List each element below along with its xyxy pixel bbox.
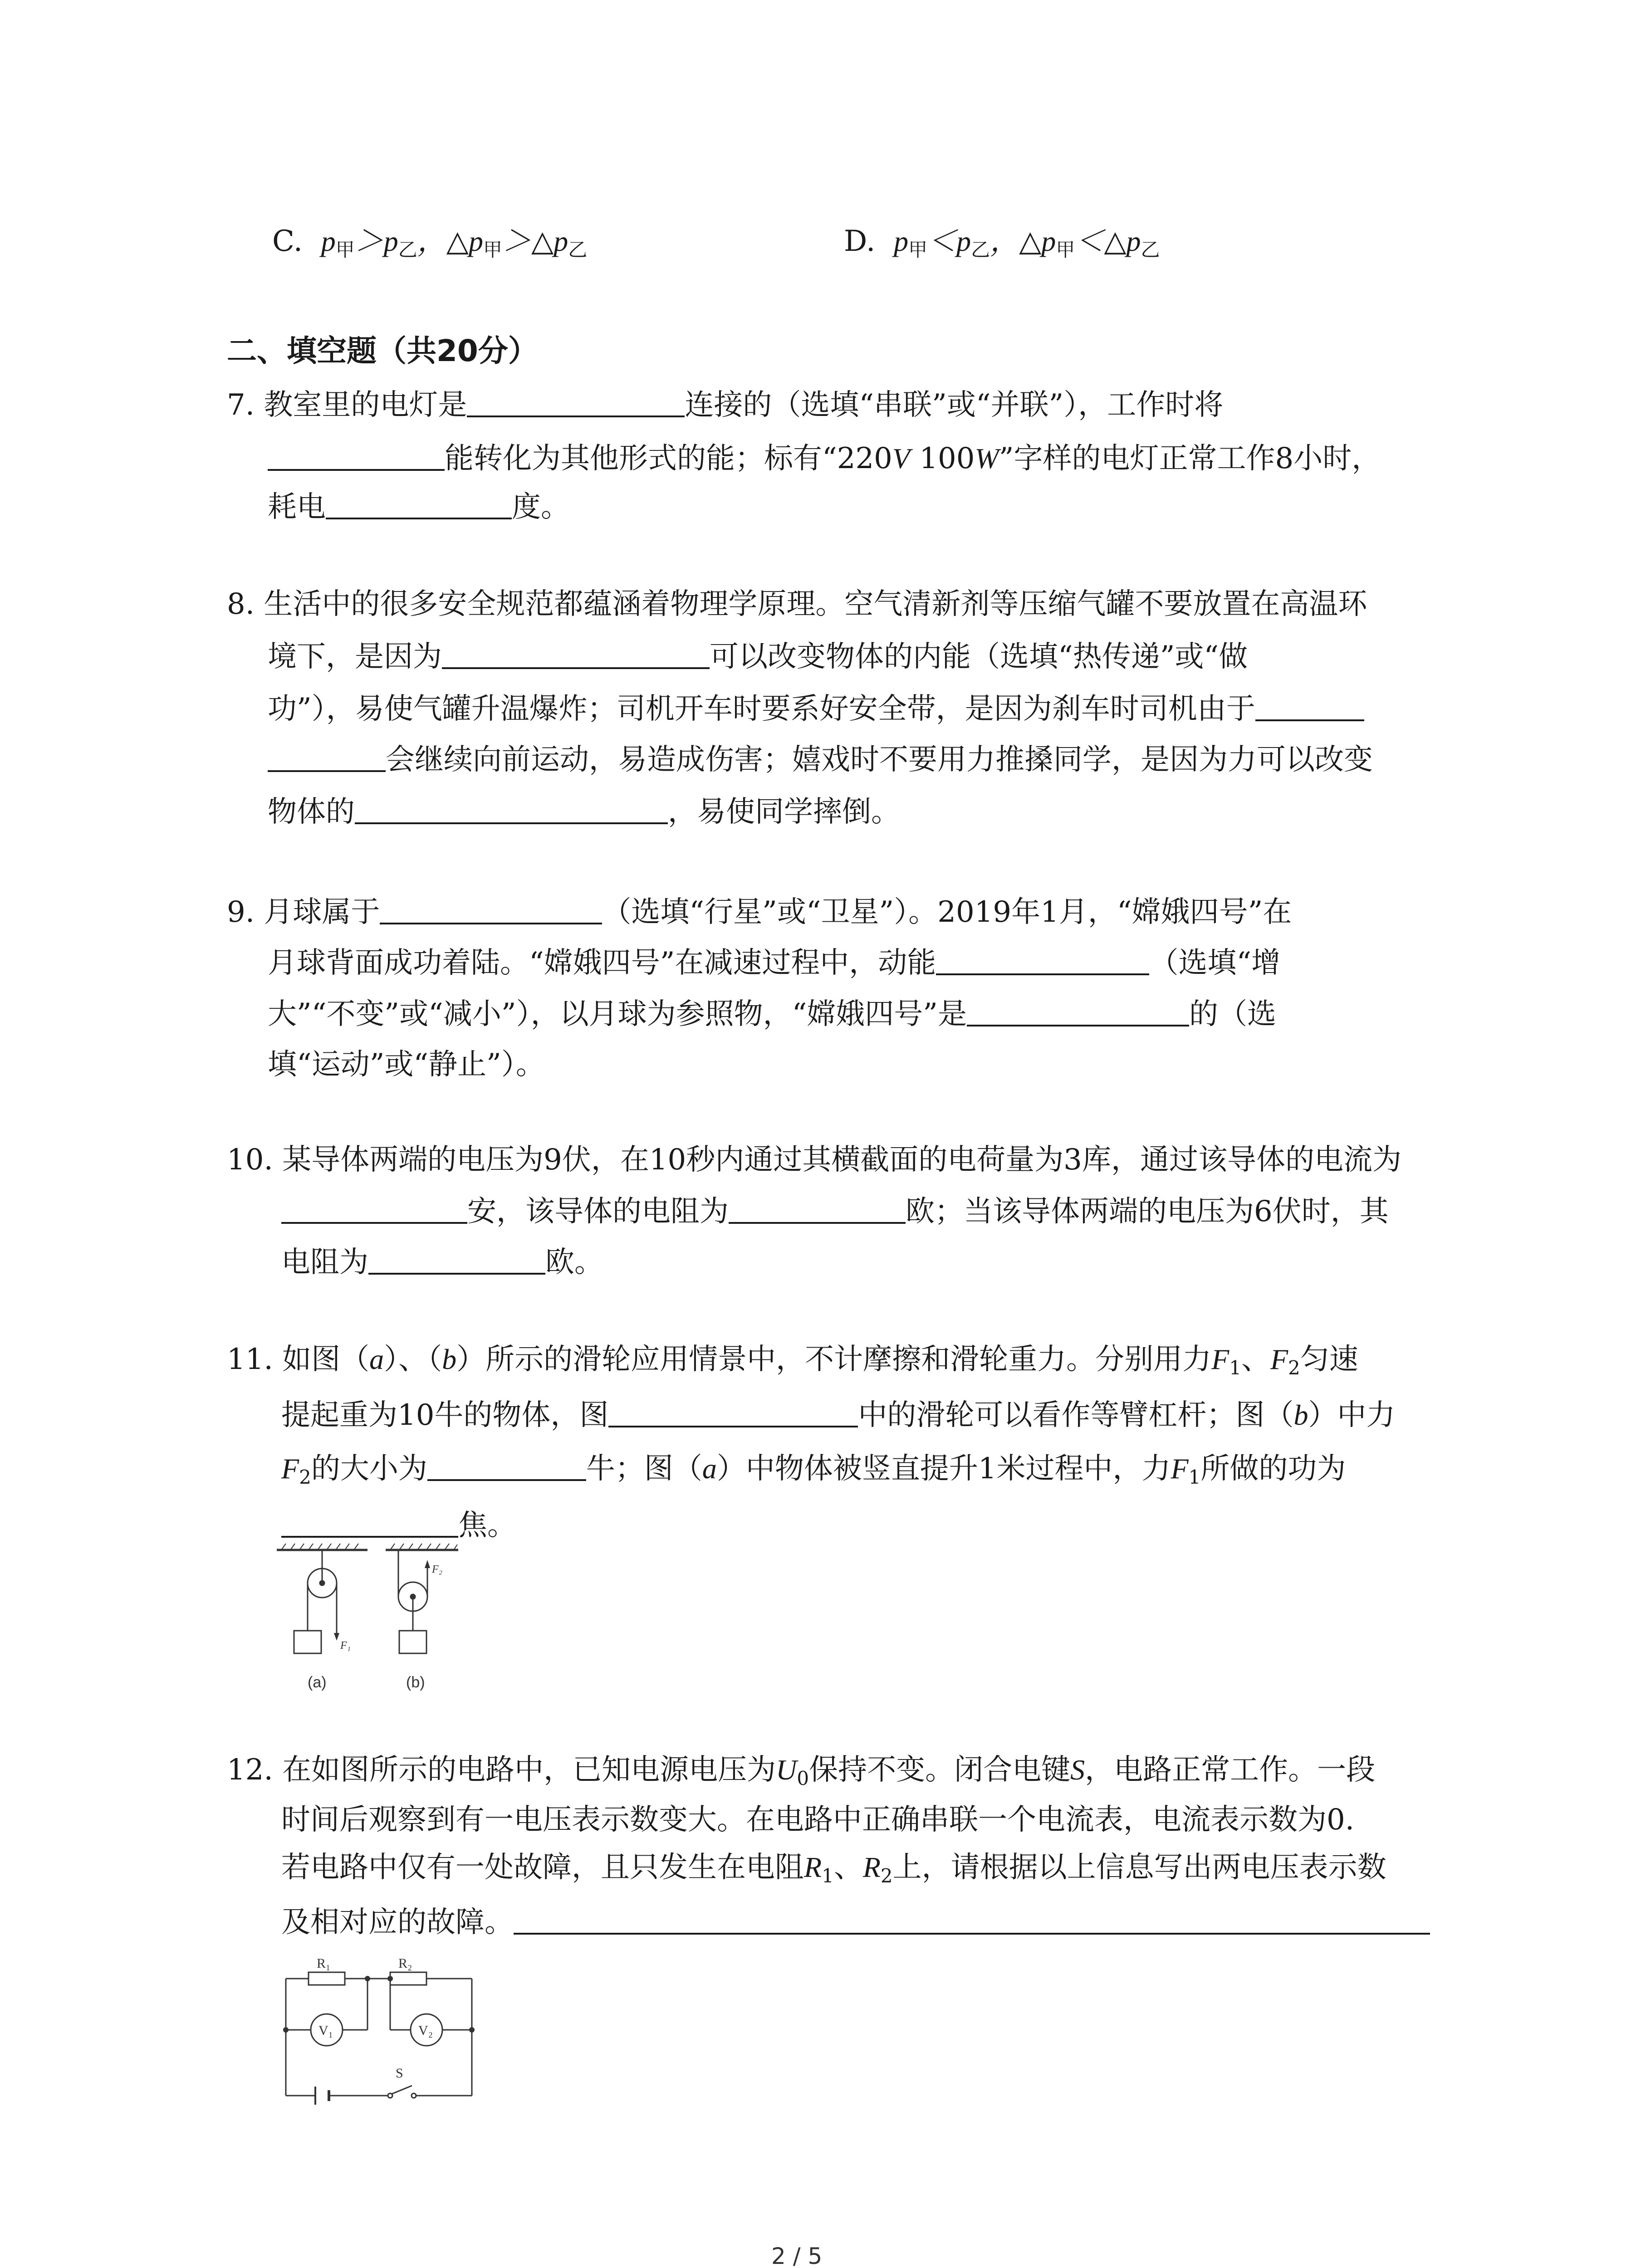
option-c	[272, 227, 587, 264]
q7-text: W	[975, 442, 999, 474]
option-c-sub: 乙	[398, 239, 417, 261]
answer-blank[interactable]	[281, 1510, 458, 1538]
q11-text: ）中力	[1308, 1398, 1396, 1432]
answer-blank[interactable]	[380, 897, 602, 924]
answer-blank[interactable]	[967, 999, 1189, 1026]
q8-text: 功”），易使气罐升温爆炸；司机开车时要系好安全带，是因为刹车时司机由于	[268, 692, 1255, 726]
q11-text: b	[442, 1343, 457, 1375]
q12-text: S	[1070, 1754, 1085, 1786]
q11-text: a	[369, 1343, 384, 1375]
q11-text: ）中物体被竖直提升1米过程中，力	[716, 1452, 1171, 1486]
q10-text: 欧。	[545, 1246, 603, 1279]
q12-text: 及相对应的故障。	[281, 1906, 514, 1939]
option-d-label: D.	[844, 225, 876, 258]
q8-text: 境下，是因为	[268, 640, 442, 674]
option-c-text: p	[321, 225, 336, 257]
option-c-sub: 甲	[483, 239, 502, 261]
q9-text: 的（选	[1189, 997, 1277, 1031]
q11-text: 焦。	[458, 1509, 516, 1542]
switch-contact	[411, 2093, 416, 2098]
q11-text: 所做的功为	[1200, 1452, 1346, 1486]
option-c-sub: 甲	[335, 239, 355, 261]
label-f2: F₂	[432, 1564, 443, 1575]
q11-text: ）所示的滑轮应用情景中，不计摩擦和滑轮重力。分别用力	[456, 1343, 1212, 1376]
label-v1: V₁	[318, 2023, 333, 2038]
q12-text: ，电路正常工作。一段	[1085, 1753, 1376, 1787]
q8-text: ，易使同学摔倒。	[668, 795, 900, 829]
answer-blank[interactable]	[936, 948, 1149, 975]
answer-blank[interactable]	[268, 745, 386, 772]
q10-text: 安，该导体的电阻为	[467, 1195, 729, 1228]
q8-text: 可以改变物体的内能（选填“热传递”或“做	[710, 640, 1248, 674]
answer-blank[interactable]	[355, 797, 668, 824]
q7-text: 度。	[512, 490, 570, 524]
q7-text: 连接的（选填“串联”或“并联”），工作时将	[685, 388, 1224, 422]
junction-dot	[365, 1976, 370, 1981]
q11-text: 提起重为10牛的物体，图	[281, 1398, 609, 1432]
option-d-text: p	[894, 225, 909, 257]
answer-blank[interactable]	[442, 642, 710, 669]
q12-text: R	[804, 1851, 822, 1883]
answer-blank[interactable]	[268, 444, 445, 471]
q11-text: 中的滑轮可以看作等臂杠杆；图（	[858, 1398, 1294, 1432]
option-d	[844, 227, 1160, 264]
q8-text: 8. 生活中的很多安全规范都蕴涵着物理学原理。空气清新剂等压缩气罐不要放置在高温环	[227, 587, 1367, 621]
q11-text: a	[702, 1452, 717, 1485]
pulley-figure	[272, 1540, 508, 1699]
option-c-text: ，△p	[417, 225, 483, 257]
q11-text: 、	[1241, 1343, 1270, 1376]
answer-blank[interactable]	[427, 1454, 586, 1481]
q12-text: 2	[880, 1865, 893, 1887]
q11-text: 的大小为	[311, 1452, 427, 1486]
movable-pulley	[398, 1550, 427, 1653]
label-s: S	[396, 2066, 403, 2081]
q11-text: F	[1211, 1343, 1230, 1375]
option-c-label: C.	[272, 225, 303, 258]
option-c-sub: 乙	[568, 239, 588, 261]
switch-lever	[392, 2086, 412, 2094]
caption-a: (a)	[308, 1674, 327, 1691]
q12-text: 时间后观察到有一电压表示数变大。在电路中正确串联一个电流表，电流表示数为0.	[281, 1803, 1355, 1837]
q12-text: 12. 在如图所示的电路中，已知电源电压为	[227, 1753, 776, 1787]
q7-text: 能转化为其他形式的能；标有“	[445, 442, 837, 475]
answer-blank[interactable]	[514, 1907, 1430, 1935]
q10-text: 10. 某导体两端的电压为9伏，在10秒内通过其横截面的电荷量为3库，通过该导体的电流为	[227, 1143, 1401, 1177]
q7-text: 7. 教室里的电灯是	[227, 388, 467, 422]
junction-dot	[283, 2027, 289, 2033]
q12-text: 0	[797, 1767, 809, 1789]
answer-blank[interactable]	[368, 1247, 545, 1275]
circuit-figure	[272, 1950, 490, 2114]
q9-text: 填“运动”或“静止”）。	[268, 1048, 545, 1081]
option-d-sub: 甲	[1056, 239, 1075, 261]
answer-blank[interactable]	[281, 1197, 467, 1224]
q7-text: 耗电	[268, 490, 326, 524]
q11-text: F	[281, 1452, 299, 1485]
answer-blank[interactable]	[608, 1400, 858, 1427]
q11-text: 2	[1288, 1357, 1300, 1379]
q7-text: 220	[837, 442, 892, 475]
answer-blank[interactable]	[467, 390, 685, 417]
label-r2: R₂	[398, 1956, 412, 1971]
section-title: 二、填空题（共20分）	[227, 333, 538, 368]
junction-dot	[387, 1976, 393, 1981]
q11-text: b	[1293, 1399, 1308, 1431]
q7-text: 100	[910, 442, 975, 475]
q12-text: R	[862, 1851, 881, 1883]
q11-text: 2	[299, 1466, 311, 1488]
q12-text: 保持不变。闭合电键	[809, 1753, 1071, 1787]
q11-text: 1	[1188, 1466, 1201, 1488]
option-d-text: ＜△p	[1075, 225, 1141, 257]
q12-text: 若电路中仅有一处故障，且只发生在电阻	[281, 1851, 804, 1884]
q9-text: 9. 月球属于	[227, 895, 380, 929]
answer-blank[interactable]	[729, 1197, 906, 1224]
option-d-sub: 乙	[1141, 239, 1160, 261]
option-c-text: ＞△p	[502, 225, 568, 257]
q11-text: 牛；图（	[586, 1452, 702, 1486]
answer-blank[interactable]	[1255, 694, 1364, 721]
page-number: 2 / 5	[771, 2243, 823, 2268]
option-d-text: ，△p	[990, 225, 1056, 257]
option-c-text: ＞p	[354, 225, 398, 257]
q9-text: 月球背面成功着陆。“嫦娥四号”在减速过程中，动能	[268, 946, 936, 980]
label-v2: V₂	[418, 2023, 433, 2038]
q11-text: 匀速	[1300, 1343, 1358, 1376]
q11-text: F	[1171, 1452, 1189, 1485]
caption-b: (b)	[406, 1674, 425, 1691]
q8-text: 物体的	[268, 795, 355, 829]
q10-text: 电阻为	[281, 1246, 368, 1279]
q12-text: 1	[822, 1865, 834, 1887]
option-d-sub: 乙	[971, 239, 990, 261]
q12-text: 、	[833, 1851, 863, 1884]
label-f1: F₁	[340, 1640, 351, 1652]
arrow-f1	[334, 1633, 339, 1641]
q9-text: 大”“不变”或“减小”），以月球为参照物，“嫦娥四号”是	[268, 997, 967, 1031]
label-r1: R₁	[317, 1956, 331, 1971]
junction-dot	[469, 2027, 475, 2033]
q11-text: F	[1270, 1343, 1288, 1375]
q11-text: 1	[1229, 1357, 1241, 1379]
option-d-text: ＜p	[927, 225, 971, 257]
q11-text: ）、（	[384, 1343, 442, 1376]
answer-blank[interactable]	[326, 492, 512, 519]
q11-text: 11. 如图（	[227, 1343, 370, 1376]
resistor-r2	[390, 1972, 426, 1985]
q12-text: U	[776, 1754, 797, 1786]
q9-text: （选填“增	[1149, 946, 1281, 980]
q7-text: V	[892, 442, 910, 474]
q7-text: ”字样的电灯正常工作8小时，	[999, 442, 1381, 475]
resistor-r1	[309, 1972, 345, 1985]
arrow-f2	[425, 1560, 430, 1568]
q10-text: 欧；当该导体两端的电压为6伏时，其	[906, 1195, 1389, 1228]
q8-text: 会继续向前运动，易造成伤害；嬉戏时不要用力推搡同学，是因为力可以改变	[386, 743, 1373, 777]
switch-contact	[388, 2093, 392, 2098]
q12-text: 上，请根据以上信息写出两电压表示数	[892, 1851, 1386, 1884]
q9-text: （选填“行星”或“卫星”）。2019年1月，“嫦娥四号”在	[602, 895, 1292, 929]
fixed-pulley	[294, 1550, 337, 1653]
option-d-sub: 甲	[908, 239, 928, 261]
